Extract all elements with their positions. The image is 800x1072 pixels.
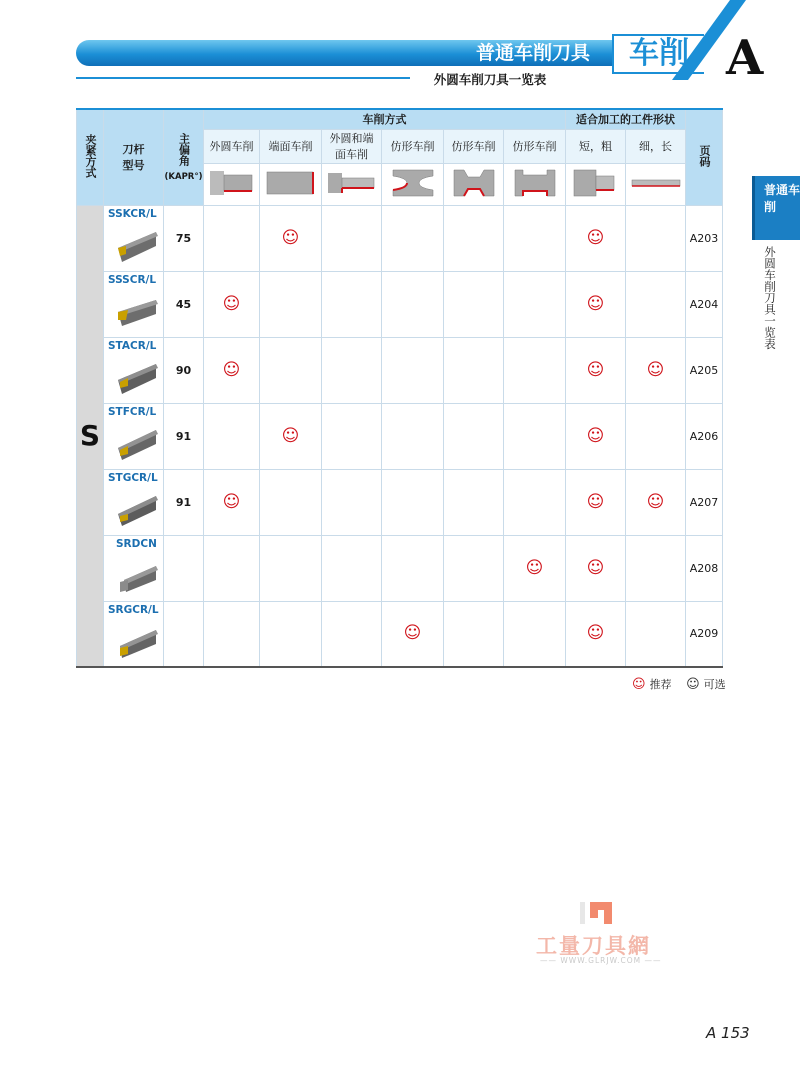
mark-cell — [204, 271, 260, 337]
recommended-icon: ☺ — [222, 359, 241, 380]
tool-holder-image — [116, 356, 158, 400]
mark-cell — [504, 403, 566, 469]
legend-optional: 可选 — [703, 678, 726, 691]
mark-cell — [444, 337, 504, 403]
recommended-icon: ☺ — [525, 557, 544, 578]
mark-cell — [444, 205, 504, 271]
recommended-icon: ☺ — [222, 491, 241, 512]
mark-cell — [566, 403, 626, 469]
table-row — [77, 469, 723, 535]
mark-cell — [444, 601, 504, 667]
tool-overview-table — [76, 108, 723, 668]
mark-cell — [204, 535, 260, 601]
mark-cell — [504, 601, 566, 667]
recommended-icon: ☺ — [222, 293, 241, 314]
mark-cell — [626, 469, 686, 535]
header-angle: 主偏角 (KAPR°) — [164, 109, 204, 205]
tool-holder-image — [116, 554, 158, 598]
header-clamp: 夹紧方式 — [77, 109, 104, 205]
recommended-icon: ☺ — [586, 359, 605, 380]
mode-profiling-1: 仿形车削 — [382, 129, 444, 163]
tool-holder-cell: SSKCR/L — [104, 205, 164, 271]
header-turning-mode: 车削方式 — [204, 109, 566, 129]
mode-od-turning: 外圆车削 — [204, 129, 260, 163]
angle-value: 91 — [164, 469, 204, 535]
mark-cell — [626, 271, 686, 337]
workpiece-drawing-profile-2 — [444, 163, 504, 205]
workpiece-drawing-short — [566, 163, 626, 205]
table-row — [77, 271, 723, 337]
recommended-icon: ☺ — [646, 359, 665, 380]
chapter-label: 车削 — [612, 34, 704, 74]
workpiece-drawing-profile-3 — [504, 163, 566, 205]
mark-cell — [626, 535, 686, 601]
section-title: 普通车削刀具 — [475, 42, 590, 64]
page-link[interactable]: A203 — [686, 205, 723, 271]
mark-cell — [204, 403, 260, 469]
mark-cell — [626, 403, 686, 469]
side-tab-general-turning[interactable]: 普通车削 — [752, 176, 800, 240]
recommended-icon: ☺ — [586, 557, 605, 578]
chapter-letter: A — [726, 30, 764, 86]
tool-holder-cell: SSSCR/L — [104, 271, 164, 337]
legend-recommended: 推荐 — [649, 678, 672, 691]
mark-cell — [260, 535, 322, 601]
tool-holder-cell: STGCR/L — [104, 469, 164, 535]
mark-cell — [260, 403, 322, 469]
mark-cell — [382, 601, 444, 667]
mark-cell — [204, 469, 260, 535]
mark-cell — [626, 601, 686, 667]
mark-cell — [566, 271, 626, 337]
recommended-icon: ☺ — [586, 293, 605, 314]
mark-cell — [382, 469, 444, 535]
optional-icon: ☺ — [686, 677, 700, 692]
shape-thin-long: 细，长 — [626, 129, 686, 163]
page-link[interactable]: A208 — [686, 535, 723, 601]
mark-cell — [260, 205, 322, 271]
page-link[interactable]: A205 — [686, 337, 723, 403]
table-row — [77, 601, 723, 667]
recommended-icon: ☺ — [586, 491, 605, 512]
mark-cell — [260, 271, 322, 337]
angle-value: 90 — [164, 337, 204, 403]
mode-profiling-2: 仿形车削 — [444, 129, 504, 163]
mark-cell — [204, 205, 260, 271]
recommended-icon: ☺ — [281, 227, 300, 248]
table-row — [77, 403, 723, 469]
mark-cell — [260, 601, 322, 667]
mark-cell — [260, 469, 322, 535]
mark-cell — [626, 337, 686, 403]
angle-value — [164, 535, 204, 601]
tool-holder-image — [116, 620, 158, 664]
header-holder: 刀杆型号 — [104, 109, 164, 205]
mark-cell — [322, 337, 382, 403]
mark-cell — [444, 403, 504, 469]
recommended-icon: ☺ — [586, 623, 605, 644]
side-tab-description: 外圆车削刀具一览表 — [763, 246, 777, 350]
tool-holder-image — [116, 224, 158, 268]
header-page: 页码 — [686, 109, 723, 205]
watermark-logo — [578, 898, 618, 928]
workpiece-drawing-od-facing — [322, 163, 382, 205]
mode-od-and-facing: 外圆和端面车削 — [322, 129, 382, 163]
watermark-url: —— WWW.GLRJW.COM —— — [540, 956, 662, 965]
workpiece-drawing-od — [204, 163, 260, 205]
legend — [632, 676, 730, 692]
recommended-icon: ☺ — [403, 623, 422, 644]
header-work-shape: 适合加工的工件形状 — [566, 109, 686, 129]
mark-cell — [322, 535, 382, 601]
mark-cell — [566, 337, 626, 403]
mark-cell — [626, 205, 686, 271]
mark-cell — [322, 469, 382, 535]
angle-value: 45 — [164, 271, 204, 337]
shape-short-thick: 短，粗 — [566, 129, 626, 163]
angle-value: 91 — [164, 403, 204, 469]
mark-cell — [382, 403, 444, 469]
mark-cell — [504, 469, 566, 535]
tool-holder-cell: SRDCN — [104, 535, 164, 601]
mark-cell — [444, 271, 504, 337]
mark-cell — [322, 601, 382, 667]
mode-facing: 端面车削 — [260, 129, 322, 163]
mark-cell — [322, 271, 382, 337]
tool-holder-cell: SRGCR/L — [104, 601, 164, 667]
page-number: A 153 — [706, 1024, 750, 1042]
page-link[interactable]: A209 — [686, 601, 723, 667]
recommended-icon: ☺ — [281, 425, 300, 446]
mark-cell — [444, 535, 504, 601]
tool-holder-cell: STFCR/L — [104, 403, 164, 469]
mark-cell — [566, 601, 626, 667]
section-subtitle: 外圆车削刀具一览表 — [410, 70, 570, 88]
tool-holder-cell: STACR/L — [104, 337, 164, 403]
mark-cell — [260, 337, 322, 403]
mark-cell — [204, 337, 260, 403]
angle-value: 75 — [164, 205, 204, 271]
workpiece-drawing-long — [626, 163, 686, 205]
mark-cell — [382, 535, 444, 601]
mode-profiling-3: 仿形车削 — [504, 129, 566, 163]
angle-value — [164, 601, 204, 667]
recommended-icon: ☺ — [586, 227, 605, 248]
mark-cell — [504, 271, 566, 337]
table-row — [77, 535, 723, 601]
clamp-type-cell: S — [77, 205, 104, 667]
mark-cell — [444, 469, 504, 535]
mark-cell — [566, 535, 626, 601]
table-row — [77, 337, 723, 403]
workpiece-drawing-profile-1 — [382, 163, 444, 205]
mark-cell — [504, 535, 566, 601]
page-link[interactable]: A204 — [686, 271, 723, 337]
recommended-icon: ☺ — [646, 491, 665, 512]
tool-holder-image — [116, 422, 158, 466]
page-link[interactable]: A206 — [686, 403, 723, 469]
page-link[interactable]: A207 — [686, 469, 723, 535]
mark-cell — [382, 271, 444, 337]
workpiece-drawing-facing — [260, 163, 322, 205]
mark-cell — [382, 205, 444, 271]
tool-holder-image — [116, 290, 158, 334]
mark-cell — [566, 469, 626, 535]
mark-cell — [204, 601, 260, 667]
watermark-text: 工量刀具網 — [536, 934, 651, 958]
mark-cell — [566, 205, 626, 271]
mark-cell — [504, 337, 566, 403]
recommended-icon: ☺ — [586, 425, 605, 446]
mark-cell — [322, 403, 382, 469]
mark-cell — [382, 337, 444, 403]
mark-cell — [504, 205, 566, 271]
mark-cell — [322, 205, 382, 271]
tool-holder-image — [116, 488, 158, 532]
table-row — [77, 205, 723, 271]
recommended-icon: ☺ — [632, 677, 646, 692]
